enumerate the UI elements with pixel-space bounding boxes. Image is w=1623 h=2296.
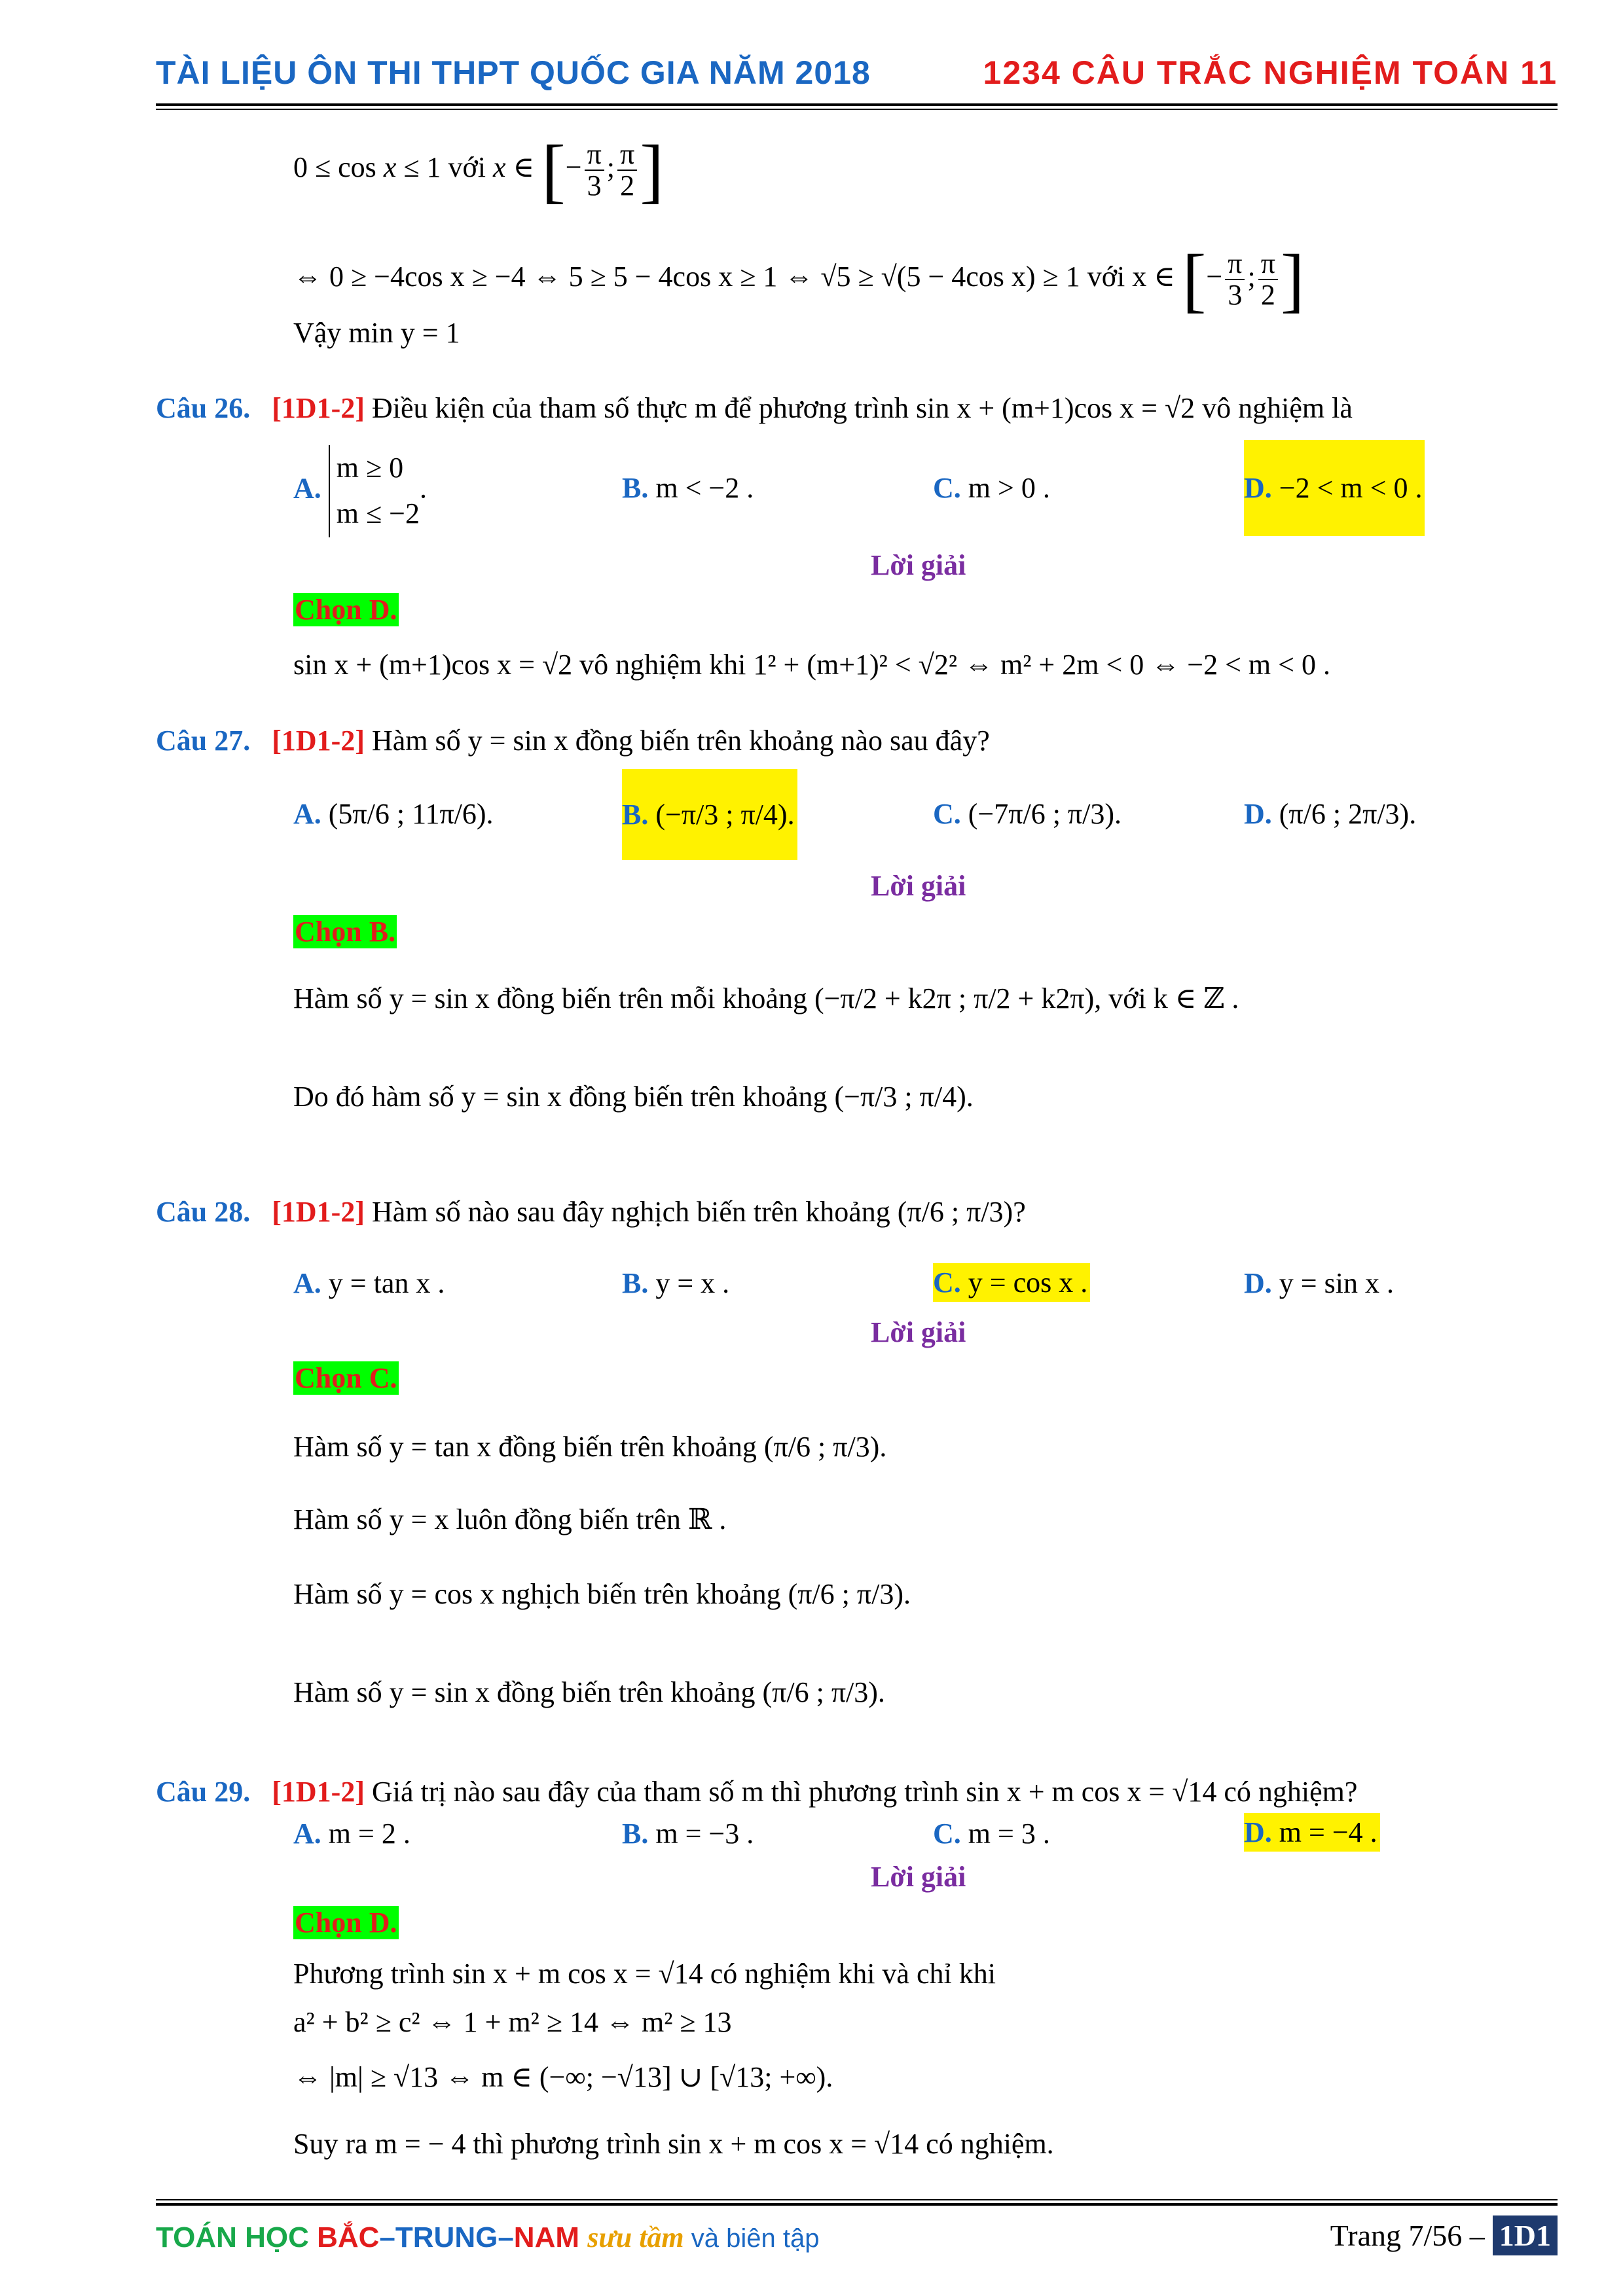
question-26: Câu 26. [1D1-2] Điều kiện của tham số thực m để phương trình sin x + (m+1)cos x = √2 vô nghiệm là bbox=[156, 392, 1353, 424]
page-header bbox=[156, 54, 1558, 99]
intro-line-2: ⇔ 0 ≥ −4cos x ≥ −4 ⇔ 5 ≥ 5 − 4cos x ≥ 1 ⇔ √5 ≥ √(5 − 4cos x) ≥ 1 với x ∈ [− $\frac{\pi}{3}$ ; $\frac{\pi}{2}$ ] bbox=[293, 240, 1305, 319]
q27-solution-1: Hàm số y = sin x đồng biến trên mỗi khoảng (−π/2 + k2π ; π/2 + k2π), với k ∈ ℤ . bbox=[293, 982, 1239, 1014]
footer-credit: TOÁN HỌC BẮC–TRUNG–NAM sưu tầm và biên tập bbox=[156, 2221, 820, 2253]
q27-option-a: A. (5π/6 ; 11π/6). bbox=[293, 798, 494, 830]
q29-solution-2: a² + b² ≥ c² ⇔ 1 + m² ≥ 14 ⇔ m² ≥ 13 bbox=[293, 2006, 732, 2038]
q29-solution-1: Phương trình sin x + m cos x = √14 có nghiệm khi và chỉ khi bbox=[293, 1958, 996, 1990]
chapter-badge: 1D1 bbox=[1493, 2215, 1558, 2255]
header-rule-thin bbox=[156, 109, 1558, 110]
q27-solution-2: Do đó hàm số y = sin x đồng biến trên khoảng (−π/3 ; π/4). bbox=[293, 1081, 974, 1113]
q27-solution-heading: Lời giải bbox=[871, 870, 966, 902]
footer-page-info bbox=[1330, 2215, 1558, 2255]
q28-option-b: B. y = x . bbox=[622, 1267, 730, 1299]
footer-rule-thin bbox=[156, 2199, 1558, 2200]
q27-option-c: C. (−7π/6 ; π/3). bbox=[933, 798, 1122, 830]
q29-solution-heading: Lời giải bbox=[871, 1861, 966, 1893]
header-rule bbox=[156, 103, 1558, 106]
q28-solution-heading: Lời giải bbox=[871, 1316, 966, 1348]
intro-line-3: Vậy min y = 1 bbox=[293, 317, 460, 349]
q29-option-c: C. m = 3 . bbox=[933, 1818, 1050, 1850]
q27-option-b: B. (−π/3 ; π/4). bbox=[622, 769, 797, 860]
question-28: Câu 28. [1D1-2] Hàm số nào sau đây nghịch biến trên khoảng (π/6 ; π/3)? bbox=[156, 1196, 1026, 1228]
q28-answer: Chọn C. bbox=[295, 1362, 397, 1394]
q27-option-d: D. (π/6 ; 2π/3). bbox=[1244, 798, 1417, 830]
header-left-title: TÀI LIỆU ÔN THI THPT QUỐC GIA NĂM 2018 bbox=[156, 54, 871, 91]
footer-rule bbox=[156, 2203, 1558, 2206]
page-footer bbox=[156, 2215, 1558, 2268]
q29-option-d: D. m = −4 . bbox=[1244, 1813, 1380, 1852]
q28-option-d: D. y = sin x . bbox=[1244, 1267, 1394, 1299]
q29-solution-4: Suy ra m = − 4 thì phương trình sin x + m cos x = √14 có nghiệm. bbox=[293, 2128, 1054, 2160]
q29-answer: Chọn D. bbox=[295, 1907, 397, 1939]
q26-option-c: C. m > 0 . bbox=[933, 472, 1050, 504]
q29-option-b: B. m = −3 . bbox=[622, 1818, 754, 1850]
q26-option-b: B. m < −2 . bbox=[622, 472, 754, 504]
question-29: Câu 29. [1D1-2] Giá trị nào sau đây của tham số m thì phương trình sin x + m cos x = √14 có nghiệm? bbox=[156, 1776, 1358, 1808]
q28-solution-3: Hàm số y = cos x nghịch biến trên khoảng (π/6 ; π/3). bbox=[293, 1578, 911, 1610]
question-27: Câu 27. [1D1-2] Hàm số y = sin x đồng biến trên khoảng nào sau đây? bbox=[156, 725, 990, 757]
header-right-title: 1234 CÂU TRẮC NGHIỆM TOÁN 11 bbox=[983, 54, 1558, 91]
q28-option-a: A. y = tan x . bbox=[293, 1267, 445, 1299]
q26-solution-heading: Lời giải bbox=[871, 549, 966, 581]
q28-solution-2: Hàm số y = x luôn đồng biến trên ℝ . bbox=[293, 1503, 727, 1535]
q26-option-d: D. −2 < m < 0 . bbox=[1244, 440, 1425, 536]
q26-solution: sin x + (m+1)cos x = √2 vô nghiệm khi 1² + (m+1)² < √2² ⇔ m² + 2m < 0 ⇔ −2 < m < 0 . bbox=[293, 649, 1330, 681]
q26-answer: Chọn D. bbox=[295, 594, 397, 626]
q29-solution-3: ⇔ |m| ≥ √13 ⇔ m ∈ (−∞; −√13] ∪ [√13; +∞). bbox=[293, 2061, 833, 2093]
q28-solution-1: Hàm số y = tan x đồng biến trên khoảng (π/6 ; π/3). bbox=[293, 1431, 887, 1463]
q26-option-a: A. m ≥ 0 m ≤ −2 . bbox=[293, 445, 427, 537]
q27-answer: Chọn B. bbox=[295, 916, 396, 948]
q29-option-a: A. m = 2 . bbox=[293, 1818, 410, 1850]
q28-solution-4: Hàm số y = sin x đồng biến trên khoảng (π/6 ; π/3). bbox=[293, 1676, 885, 1708]
page-number: Trang 7/56 – bbox=[1330, 2219, 1485, 2252]
q28-option-c: C. y = cos x . bbox=[933, 1263, 1090, 1302]
intro-line-1: 0 ≤ cos x ≤ 1 với x ∈ [− $\frac{\pi}{3}$ ; $\frac{\pi}{2}$ ] bbox=[293, 130, 664, 210]
